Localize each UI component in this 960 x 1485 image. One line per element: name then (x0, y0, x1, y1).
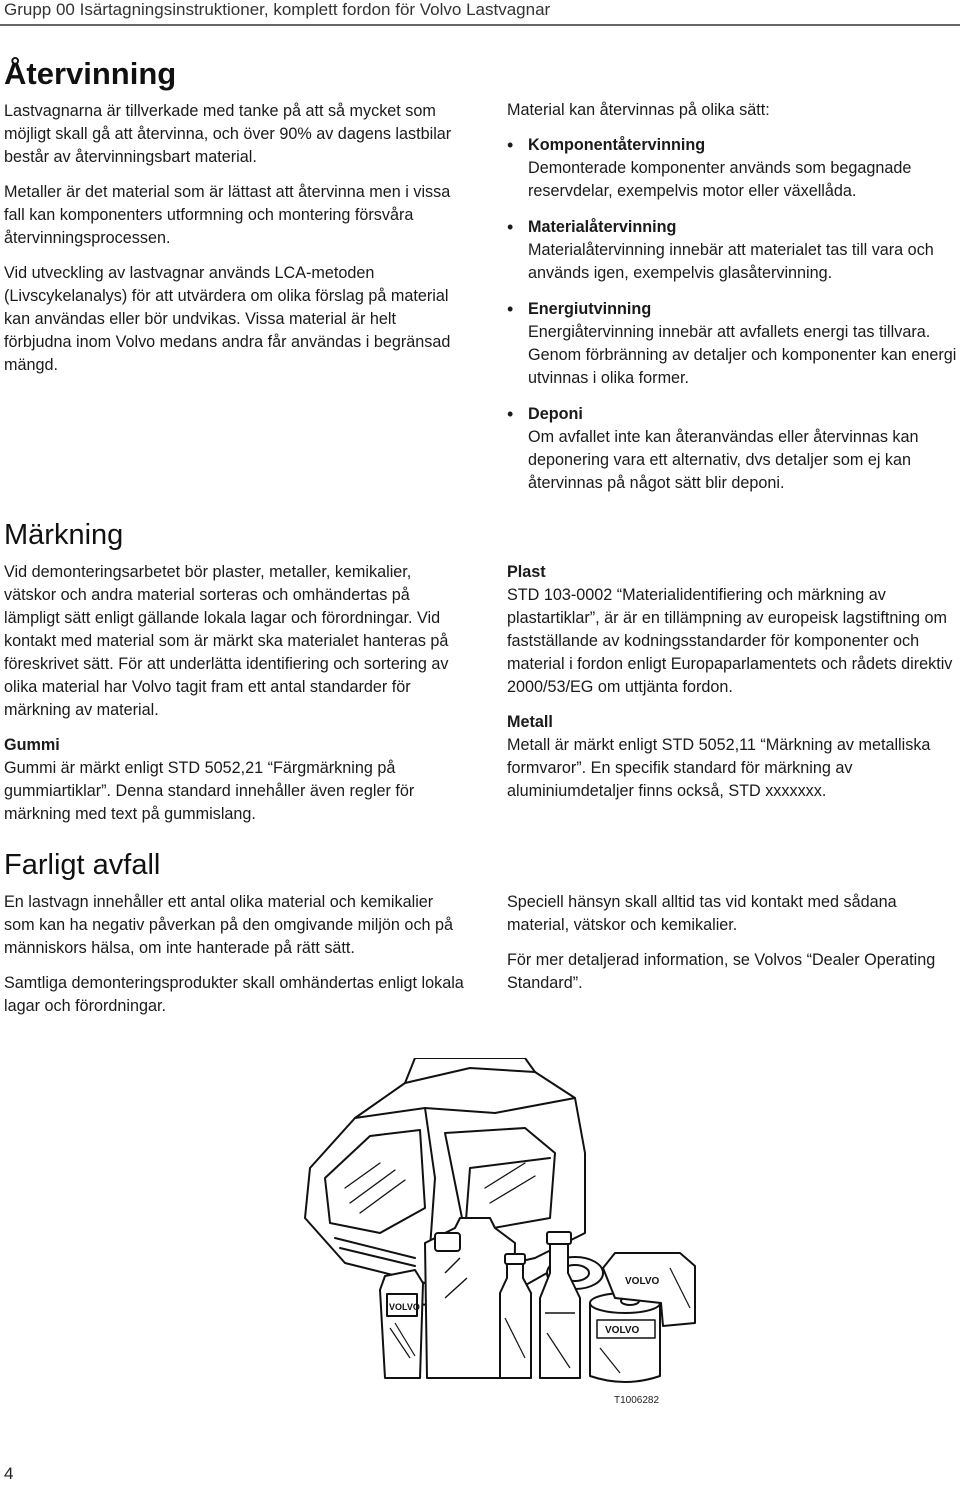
list-item (507, 216, 957, 285)
bullet-title: • Materialåtervinning (528, 218, 677, 236)
section-atervinning-right (507, 99, 957, 508)
heading-markning: Märkning (4, 519, 124, 551)
hazardous-waste-illustration (285, 1058, 715, 1388)
markning-paragraph: Vid demonteringsarbetet bör plaster, metaller, kemikalier, vätskor och andra material sorteras och omhändertas på lämpligt sätt enligt gällande lokala lagar och förordningar. Vid kontakt med material som är märkt ska materialet hanteras på föreskrivet sätt. För att underlätta identifiering och sortering av olika material har Volvo tagit fram ett antal standarder för märkning av material. (4, 563, 449, 719)
bullet-text: Energiåtervinning innebär att avfallets energi tas tillvara. Genom förbränning av detaljer och komponenter kan energi utvinnas i olika former. (528, 323, 957, 387)
page-number: 4 (4, 1464, 14, 1483)
bullet-title: • Deponi (528, 405, 583, 423)
tube-label: VOLVO (389, 1302, 420, 1312)
atervinning-paragraph-1: Lastvagnarna är tillverkade med tanke på att så mycket som möjligt skall gå att återvinna, och över 90% av dagens lastbilar består av återvinningsbart material. (4, 102, 452, 166)
farligt-paragraph-4: För mer detaljerad information, se Volvos “Dealer Operating Standard”. (507, 951, 936, 992)
recycling-methods-list (507, 134, 957, 495)
header-divider (0, 24, 960, 26)
subheading-metall: Metall (507, 713, 553, 731)
subheading-gummi: Gummi (4, 736, 60, 754)
plast-text: STD 103-0002 “Materialidentifiering och märkning av plastartiklar”, är är en tillämpning av europeisk lagstiftning om fastställande av kodningsstandarder för komponenter och material i fordon enligt Europaparlamentets och rådets direktiv 2000/53/EG om uttjänta fordon. (507, 586, 953, 696)
metall-text: Metall är märkt enligt STD 5052,11 “Märkning av metalliska formvaror”. En specifik standard för märkning av aluminiumdetaljer finns också, STD xxxxxxx. (507, 736, 931, 800)
subheading-plast: Plast (507, 563, 546, 581)
page-header-title: Grupp 00 Isärtagningsinstruktioner, komplett fordon för Volvo Lastvagnar (4, 0, 551, 19)
figure-id: T1006282 (614, 1395, 660, 1406)
list-item (507, 298, 957, 390)
list-item (507, 403, 957, 495)
section-farligt-left (4, 848, 466, 1018)
section-farligt-right (507, 891, 957, 995)
list-item (507, 134, 957, 203)
atervinning-paragraph-3: Vid utveckling av lastvagnar används LCA-metoden (Livscykelanalys) för att utvärdera om olika förslag på material kan användas eller bör undvikas. Vissa material är helt förbjudna inom Volvo medans andra får användas i begränsad mängd. (4, 264, 451, 374)
atervinning-intro: Material kan återvinnas på olika sätt: (507, 101, 770, 119)
bullet-text: Demonterade komponenter används som begagnade reservdelar, exempelvis motor eller växellåda. (528, 159, 912, 200)
gummi-text: Gummi är märkt enligt STD 5052,21 “Färgmärkning på gummiartiklar”. Denna standard innehåller även regler för märkning med text på gummislang. (4, 759, 415, 823)
farligt-paragraph-3: Speciell hänsyn skall alltid tas vid kontakt med sådana material, vätskor och kemikalier. (507, 893, 897, 934)
farligt-paragraph-2: Samtliga demonteringsprodukter skall omhändertas enligt lokala lagar och förordningar. (4, 974, 464, 1015)
section-markning-left (4, 518, 466, 826)
section-markning-right (507, 561, 957, 803)
canister-label: VOLVO (625, 1276, 660, 1287)
bullet-text: Om avfallet inte kan återanvändas eller återvinnas kan deponering vara ett alternativ, dvs detaljer som ej kan återvinnas på något sätt blir deponi. (528, 428, 919, 492)
heading-farligt-avfall: Farligt avfall (4, 849, 161, 881)
farligt-paragraph-1: En lastvagn innehåller ett antal olika material och kemikalier som kan ha negativ påverkan på den omgivande miljön och på människors hälsa, om inte hanterade på rätt sätt. (4, 893, 454, 957)
atervinning-paragraph-2: Metaller är det material som är lättast att återvinna men i vissa fall kan komponenters utformning och montering försvåra återvinningsprocessen. (4, 183, 451, 247)
heading-atervinning: Återvinning (4, 56, 177, 91)
can-label: VOLVO (605, 1325, 640, 1336)
bullet-title: • Komponentåtervinning (528, 136, 706, 154)
section-atervinning-left (4, 56, 466, 377)
bullet-title: • Energiutvinning (528, 300, 652, 318)
bullet-text: Materialåtervinning innebär att materialet tas till vara och används igen, exempelvis glasåtervinning. (528, 241, 934, 282)
